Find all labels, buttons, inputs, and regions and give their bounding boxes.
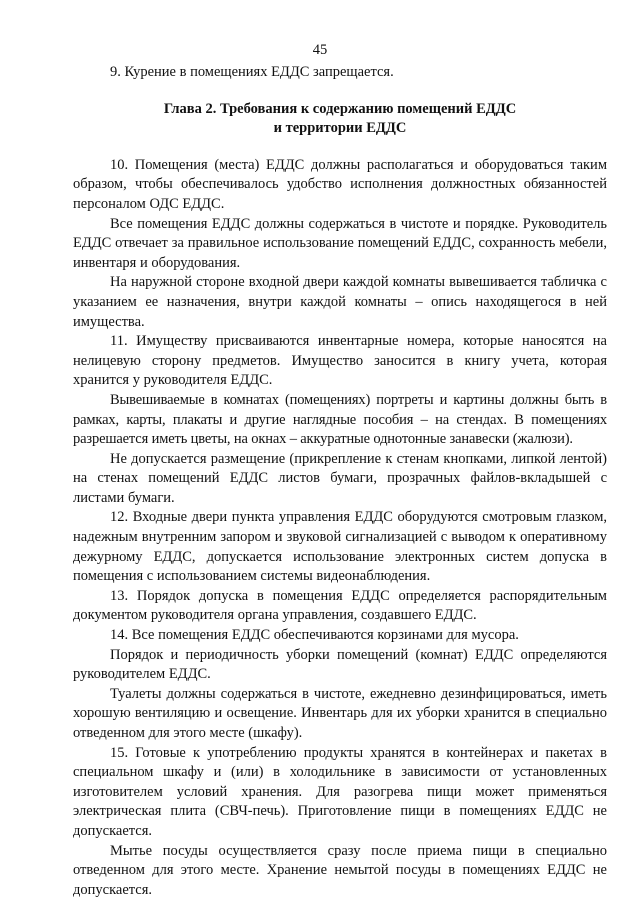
paragraph-cleanliness: Все помещения ЕДДС должны содержаться в чистоте и порядке. Руководитель ЕДДС отвечает за правильное использование помещений ЕДДС, сохранность мебели, инвентаря и оборудования. [73, 215, 607, 271]
paragraph-door-sign: На наружной стороне входной двери каждой комнаты вывешивается табличка с указанием ее назначения, внутри каждой комнаты – опись находящегося в ней имущества. [73, 274, 607, 330]
paragraph-15: 15. Готовые к употреблению продукты хранятся в контейнерах и пакетах в специальном шкафу и (или) в холодильнике в зависимости от установленных изготовителем условий хранения. Для разогрева пищи может применяться электрическая плита (СВЧ-печь). Приготовление пищи в помещениях ЕДДС не допускается. [73, 744, 607, 839]
paragraph-wall-decor: Вывешиваемые в комнатах (помещениях) портреты и картины должны быть в рамках, карты, плакаты и другие наглядные пособия – на стендах. В помещениях разрешается иметь цветы, на окнах – аккуратные однотонные занавески (жалюзи). [73, 391, 607, 448]
paragraph-14: 14. Все помещения ЕДДС обеспечиваются корзинами для мусора. [110, 627, 519, 644]
document-body [73, 63, 607, 900]
paragraph-12: 12. Входные двери пункта управления ЕДДС оборудуются смотровым глазком, надежным внутренним запором и звуковой сигнализацией с выводом к оперативному дежурному ЕДДС, допускается использование электронных систем допуска в помещения с использованием системы видеонаблюдения. [73, 509, 607, 585]
chapter-title-line1: Глава 2. Требования к содержанию помещений ЕДДС [163, 100, 517, 117]
page-number: 45 [312, 42, 328, 58]
paragraph-no-paper-on-walls: Не допускается размещение (прикрепление к стенам кнопками, липкой лентой) на стенах помещений ЕДДС листов бумаги, прозрачных файлов-вкладышей с листами бумаги. [73, 450, 607, 506]
chapter-heading [73, 100, 607, 139]
chapter-title-line2: и территории ЕДДС [273, 120, 407, 137]
paragraph-cleaning-order: Порядок и периодичность уборки помещений (комнат) ЕДДС определяются руководителем ЕДДС. [73, 646, 607, 683]
paragraph-dishwashing: Мытье посуды осуществляется сразу после приема пищи в специально отведенном для этого месте. Хранение немытой посуды в помещениях ЕДДС не допускается. [73, 842, 607, 898]
paragraph-10: 10. Помещения (места) ЕДДС должны располагаться и оборудоваться таким образом, чтобы обеспечивалось удобство исполнения должностных обязанностей персоналом ОДС ЕДДС. [73, 156, 607, 212]
paragraph-item-9: 9. Курение в помещениях ЕДДС запрещается. [110, 64, 394, 80]
paragraph-11: 11. Имуществу присваиваются инвентарные номера, которые наносятся на нелицевую сторону предметов. Имущество заносится в книгу учета, которая хранится у руководителя ЕДДС. [73, 333, 607, 389]
paragraph-13: 13. Порядок допуска в помещения ЕДДС определяется распорядительным документом руководителя органа управления, создавшего ЕДДС. [73, 587, 607, 624]
paragraph-toilets: Туалеты должны содержаться в чистоте, ежедневно дезинфицироваться, иметь хорошую вентиляцию и освещение. Инвентарь для их уборки хранится в специально отведенном для этого месте (шкафу). [73, 685, 607, 741]
